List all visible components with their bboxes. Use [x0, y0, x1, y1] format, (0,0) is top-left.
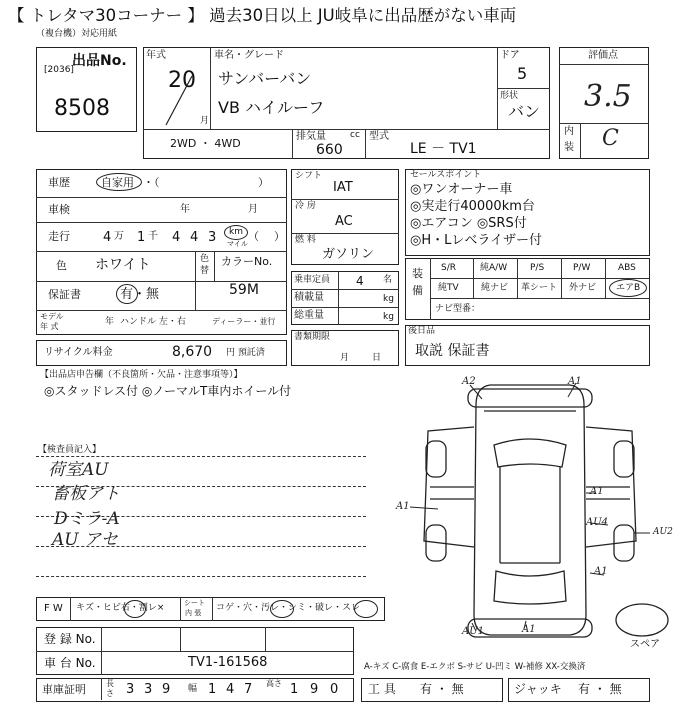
drive-type: 2WD ・ 4WD — [170, 137, 241, 150]
mileage-digit-3: 3 — [208, 230, 217, 245]
color-no-value: 59M — [229, 282, 259, 298]
cert-d1: 3 — [126, 682, 135, 697]
warranty-label: 保証書 — [48, 288, 81, 301]
mileage-sen: 1 — [137, 230, 146, 245]
cert-length-2: さ — [106, 689, 114, 698]
docs-label: 書類期限 — [294, 332, 331, 342]
doors-label: ドア — [500, 50, 520, 61]
cert-d2: 3 — [144, 682, 153, 697]
chassis-value: TV1-161568 — [188, 655, 268, 670]
color-change-2: 替 — [200, 266, 210, 276]
shape-label: 形状 — [500, 91, 519, 101]
mileage-digit-2: 4 — [190, 230, 199, 245]
mileage-km: km — [229, 227, 243, 237]
spare-label: スペア — [630, 639, 660, 650]
color-label: 色 — [56, 259, 67, 272]
load-label: 積載量 — [294, 292, 324, 303]
cert-d5: 4 — [226, 682, 235, 697]
docs-month: 月 — [340, 353, 350, 363]
mileage-mile: マイル — [227, 240, 248, 248]
cert-height: 高さ — [266, 679, 282, 688]
mark-a1-top: A1 — [568, 376, 582, 387]
mark-au2: AU2 — [653, 527, 673, 537]
equipment-label-1: 装 — [412, 267, 423, 280]
seat-label-1: シート — [184, 599, 205, 607]
model-change-label-2: 年 式 — [40, 322, 59, 331]
car-grade: VB ハイルーフ — [218, 98, 325, 117]
history-value: 自家用 — [101, 176, 134, 189]
fuel-value: ガソリン — [322, 247, 375, 262]
recycle-value: 8,670 — [172, 344, 213, 360]
equip-abs: ABS — [618, 263, 636, 273]
notes-value: ◎スタッドレス付 ◎ノーマルT車内ホイール付 — [44, 384, 292, 398]
mileage-man-unit: 万 — [114, 231, 124, 242]
inspector-line-1: 荷室AU — [48, 460, 109, 480]
inspector-line-4: AU アセ — [52, 530, 118, 550]
mark-a1-left: A1 — [396, 501, 410, 512]
displacement-value: 660 — [316, 142, 343, 158]
cert-d9: 0 — [330, 682, 339, 697]
equip-sr: S/R — [441, 263, 456, 273]
inspector-line-2: 畜板アト — [52, 484, 120, 504]
color-change-1: 色 — [200, 254, 210, 264]
sheet-note: （複台機）対応用紙 — [36, 29, 118, 39]
capacity-unit: 名 — [383, 275, 393, 285]
equip-tv: 純TV — [438, 283, 459, 293]
recycle-unit: 円 預託済 — [226, 348, 265, 358]
tools-label: 工 具 — [368, 682, 396, 696]
aircon-label: 冷 房 — [295, 201, 316, 211]
model-change-label-1: モデル — [40, 312, 64, 321]
interior-label-1: 内 — [564, 126, 574, 137]
mileage-label: 走行 — [48, 230, 70, 243]
score-label: 評価点 — [588, 50, 618, 61]
sales-label: セールスポイント — [410, 170, 482, 180]
warranty-value: 有・無 — [120, 287, 160, 302]
cert-d4: 1 — [208, 682, 217, 697]
model-change-dealer: ディーラー・並行 — [212, 317, 276, 326]
weight-label: 総重量 — [294, 310, 324, 321]
mileage-digit-1: 4 — [172, 230, 181, 245]
fuel-label: 燃 料 — [295, 235, 316, 245]
cert-d3: 9 — [162, 682, 171, 697]
equip-aw: 純A/W — [480, 263, 508, 273]
history-close: ） — [258, 176, 269, 189]
inspection-label: 車検 — [48, 203, 70, 216]
docs-day: 日 — [372, 353, 382, 363]
reg-label: 登 録 No. — [44, 632, 96, 646]
lot-number: 8508 — [54, 96, 110, 121]
mark-au4: AU4 — [586, 517, 609, 528]
shape-value: バン — [508, 102, 541, 121]
fw-label: F W — [44, 603, 63, 614]
inspection-month: 月 — [248, 204, 258, 215]
year-label: 年式 — [146, 50, 166, 61]
chassis-label: 車 台 No. — [44, 656, 96, 670]
fw-value: キズ・ヒビ右・割レ× — [76, 603, 165, 613]
inspector-label: 【検査員記入】 — [38, 445, 102, 455]
year-month-unit: 月 — [200, 116, 210, 126]
delivery-label: 後日品 — [408, 326, 436, 336]
jack-value: 有 ・ 無 — [578, 682, 622, 696]
lot-code: [2036] — [44, 65, 74, 75]
color-value: ホワイト — [95, 257, 151, 273]
aircon-value: AC — [335, 214, 353, 229]
car-name: サンバーバン — [218, 69, 312, 88]
car-label: 車名・グレード — [214, 50, 284, 61]
score-value: 3.5 — [584, 79, 632, 114]
model-value: LE － TV1 — [410, 141, 477, 157]
seat-label-2: 内 張 — [185, 609, 202, 617]
equip-ext-navi: 外ナビ — [569, 283, 597, 293]
load-unit: kg — [383, 294, 394, 304]
notes-label: 【出品店申告欄（不良箇所・欠品・注意事項等）】 — [40, 370, 243, 380]
capacity-label: 乗車定員 — [294, 275, 331, 285]
equip-airbag: エアB — [616, 283, 641, 293]
inspector-line-3: Dミラ-A — [54, 509, 120, 529]
shift-label: シフト — [295, 171, 323, 181]
equip-leather: 革シート — [521, 283, 558, 293]
capacity-value: 4 — [356, 274, 364, 288]
cert-d6: 7 — [244, 682, 253, 697]
history-suffix: ・（ — [143, 176, 160, 189]
displacement-label: 排気量 — [296, 131, 326, 142]
interior-value: C — [602, 126, 619, 151]
recycle-label: リサイクル料金 — [44, 347, 113, 358]
equip-pw: P/W — [573, 263, 591, 273]
displacement-cc: cc — [350, 130, 360, 140]
car-diagram — [390, 375, 670, 665]
mileage-man: 4 — [103, 230, 112, 245]
color-no-label: カラーNo. — [221, 255, 273, 268]
year-value: 20 — [168, 68, 196, 93]
delivery-value: 取説 保証書 — [415, 343, 490, 359]
equipment-label-2: 備 — [412, 284, 423, 297]
interior-label-2: 装 — [564, 142, 574, 153]
banner: 【 トレタマ30コーナー 】 過去30日以上 JU岐阜に出品歴がない車両 — [8, 6, 517, 25]
mark-a1-right-2: A1 — [594, 566, 608, 577]
cert-length-1: 長 — [106, 679, 114, 688]
equip-ps: P/S — [530, 263, 545, 273]
mark-a2-top: A2 — [462, 376, 476, 387]
sales-line-2: ◎実走行40000km台 — [410, 199, 535, 214]
sales-line-4: ◎H・Lレベライザー付 — [410, 233, 542, 248]
model-change-year: 年 — [105, 317, 115, 327]
cert-d8: 9 — [310, 682, 319, 697]
damage-legend: A-キズ C-腐食 E-エクボ S-サビ U-凹ミ W-補修 XX-交換済 — [364, 662, 586, 672]
mark-a1-right-1: A1 — [590, 486, 604, 497]
tools-value: 有 ・ 無 — [420, 682, 464, 696]
equip-navi: 純ナビ — [481, 283, 509, 293]
lot-label: 出品No. — [72, 53, 127, 69]
mileage-sen-unit: 千 — [148, 231, 158, 242]
seat-value: コゲ・穴・汚レ・シミ・破レ・スレ — [216, 603, 361, 613]
cert-label: 車庫証明 — [42, 683, 86, 696]
history-label: 車歴 — [48, 176, 70, 189]
sales-line-1: ◎ワンオーナー車 — [410, 182, 513, 197]
inspection-year: 年 — [180, 204, 190, 215]
cert-width: 幅 — [188, 684, 198, 694]
mark-au1-bottom: AU1 — [462, 626, 485, 637]
mark-a1-bottom: A1 — [522, 624, 536, 635]
model-label: 型式 — [369, 131, 389, 142]
shift-value: IAT — [333, 180, 353, 195]
weight-unit: kg — [383, 312, 394, 322]
jack-label: ジャッキ — [514, 682, 562, 696]
navi-model-label: ナビ型番： — [435, 304, 481, 314]
model-change-handle: ハンドル 左・右 — [120, 317, 186, 327]
sales-line-3: ◎エアコン ◎SRS付 — [410, 216, 527, 231]
cert-d7: 1 — [290, 682, 299, 697]
doors-value: 5 — [517, 64, 528, 83]
